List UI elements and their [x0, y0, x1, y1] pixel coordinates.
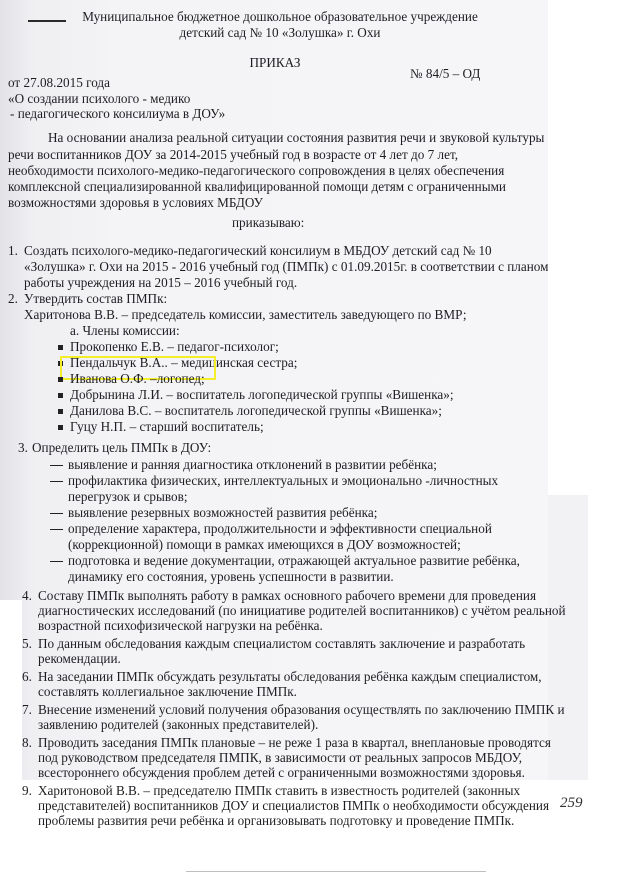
item-number: 7. [22, 702, 32, 717]
preamble-line: На основании анализа реальной ситуации состояния развития речи и звуковой культуры [48, 130, 545, 145]
item9-line: Харитоновой В.В. – председателю ПМПк ставить в известность родителей (законных [38, 783, 521, 798]
item-number: 8. [22, 735, 32, 750]
bullet [58, 425, 63, 430]
page-shadow [548, 495, 588, 785]
item2-title: Утвердить состав ПМПк: [24, 291, 168, 306]
goal-item: профилактика физических, интеллектуальных и эмоционально -личностных [68, 473, 499, 488]
member-item: Пендальчук В.А.. – медицинская сестра; [70, 355, 298, 370]
item-number: 6. [22, 669, 32, 684]
item3-title: Определить цель ПМПк в ДОУ: [32, 440, 212, 455]
goal-item-continued: (коррекционной) помощи в рамках имеющихся в ДОУ возможностей; [68, 537, 461, 552]
bullet [58, 409, 63, 414]
item4-line: возрастной психофизической нагрузки на ребёнка. [38, 618, 323, 633]
item7-line: заявлению родителей (законных представителей). [38, 717, 319, 732]
decree-word: приказываю: [232, 215, 305, 230]
order-number: № 84/5 – ОД [410, 66, 481, 81]
member-item: Добрынина Л.И. – воспитатель логопедической группы «Вишенка»; [70, 387, 454, 402]
item1-line: Создать психолого-медико-педагогический консилиум в МБДОУ детский сад № 10 [24, 243, 492, 258]
item-number: 2. [8, 291, 18, 306]
order-date: от 27.08.2015 года [8, 75, 110, 90]
item1-line: работы учреждения на 2015 – 2016 учебный год. [24, 275, 298, 290]
order-subject-line2: - педагогического консилиума в ДОУ» [10, 106, 226, 121]
item6-line: На заседании ПМПк обсуждать результаты обследования ребёнка каждым специалистом, [38, 669, 542, 684]
preamble-line: возможностями здоровья в условиях МБДОУ [8, 195, 264, 210]
item4-line: Составу ПМПк выполнять работу в рамках основного рабочего времени для проведения [38, 588, 537, 603]
item9-line: представителей) воспитанников ДОУ и специалистов ПМПк о необходимости обсуждения [38, 798, 550, 813]
order-title: ПРИКАЗ [249, 55, 301, 70]
item4-line: диагностических исследований (по инициативе родителей воспитанников) с учётом реальной [38, 603, 566, 618]
item-number: 5. [22, 636, 32, 651]
item5-line: По данным обследования каждым специалистом составлять заключение и разработать [38, 636, 526, 651]
dash-bullet [50, 513, 63, 514]
item5-line: рекомендации. [38, 651, 121, 666]
bullet [58, 345, 63, 350]
org-name-line1: Муниципальное бюджетное дошкольное образовательное учреждение [82, 9, 478, 24]
item8-line: всестороннего обсуждения проблем детей с ограниченными возможностями здоровья. [38, 765, 525, 780]
item8-line: под руководством председателя ПМПК, в зависимости от реальных запросов МБДОУ, [38, 750, 523, 765]
dash-bullet [50, 481, 63, 482]
goal-item: выявление и ранняя диагностика отклонений в развитии ребёнка; [68, 457, 437, 472]
preamble-line: комплексной специализированной квалифицированной помощи детям с ограниченными [8, 179, 506, 194]
item1-line: «Золушка» г. Охи на 2015 - 2016 учебный год (ПМПк) с 01.09.2015г. в соответствии с планом [24, 259, 549, 274]
bullet [58, 377, 63, 382]
org-name-line2: детский сад № 10 «Золушка» г. Охи [179, 25, 381, 40]
member-item: Гуцу Н.П. – старший воспитатель; [70, 419, 264, 434]
item6-line: составлять коллегиальное заключение ПМПк. [38, 684, 297, 699]
item-number: 1. [8, 243, 18, 258]
item-number: 3. [18, 440, 28, 455]
item8-line: Проводить заседания ПМПк плановые – не реже 1 раза в квартал, внеплановые проводятся [38, 735, 551, 750]
page-number-handwritten: 259 [560, 795, 583, 811]
goal-item: определение характера, продолжительности и эффективности специальной [68, 521, 492, 536]
member-item-highlighted: Иванова О.Ф. –логопед; [70, 371, 205, 386]
preamble-line: речи воспитанников ДОУ за 2014-2015 учебный год в возрасте от 4 лет до 7 лет, [8, 147, 459, 162]
goal-item-continued: динамику его состояния, уровень успешности в развитии. [68, 569, 394, 584]
dash-bullet [50, 529, 63, 530]
goal-item: выявление резервных возможностей развития ребёнка; [68, 505, 378, 520]
goal-item: подготовка и ведение документации, отражающей актуальное развитие ребёнка, [68, 553, 520, 568]
item-number: 9. [22, 783, 32, 798]
item9-line: проблемы развития речи ребёнка и организовывать подготовку и проведение ПМПк. [38, 813, 515, 828]
bottom-line [186, 871, 486, 872]
member-item: Прокопенко Е.В. – педагог-психолог; [70, 339, 279, 354]
bullet [58, 393, 63, 398]
members-label: а. Члены комиссии: [70, 323, 180, 338]
preamble-line: необходимости психолого-медико-педагогического сопровождения в целях обеспечения [8, 163, 505, 178]
commission-chair: Харитонова В.В. – председатель комиссии, заместитель заведующего по ВМР; [24, 307, 467, 322]
order-subject-line1: «О создании психолого - медико [8, 91, 191, 106]
goal-item-continued: перегрузок и срывов; [68, 489, 188, 504]
member-item: Данилова В.С. – воспитатель логопедической группы «Вишенка»; [70, 403, 442, 418]
dash-bullet [50, 465, 63, 466]
dash-bullet [50, 561, 63, 562]
item-number: 4. [22, 588, 32, 603]
item7-line: Внесение изменений условий получения образования осуществлять по заключению ПМПК и [38, 702, 565, 717]
